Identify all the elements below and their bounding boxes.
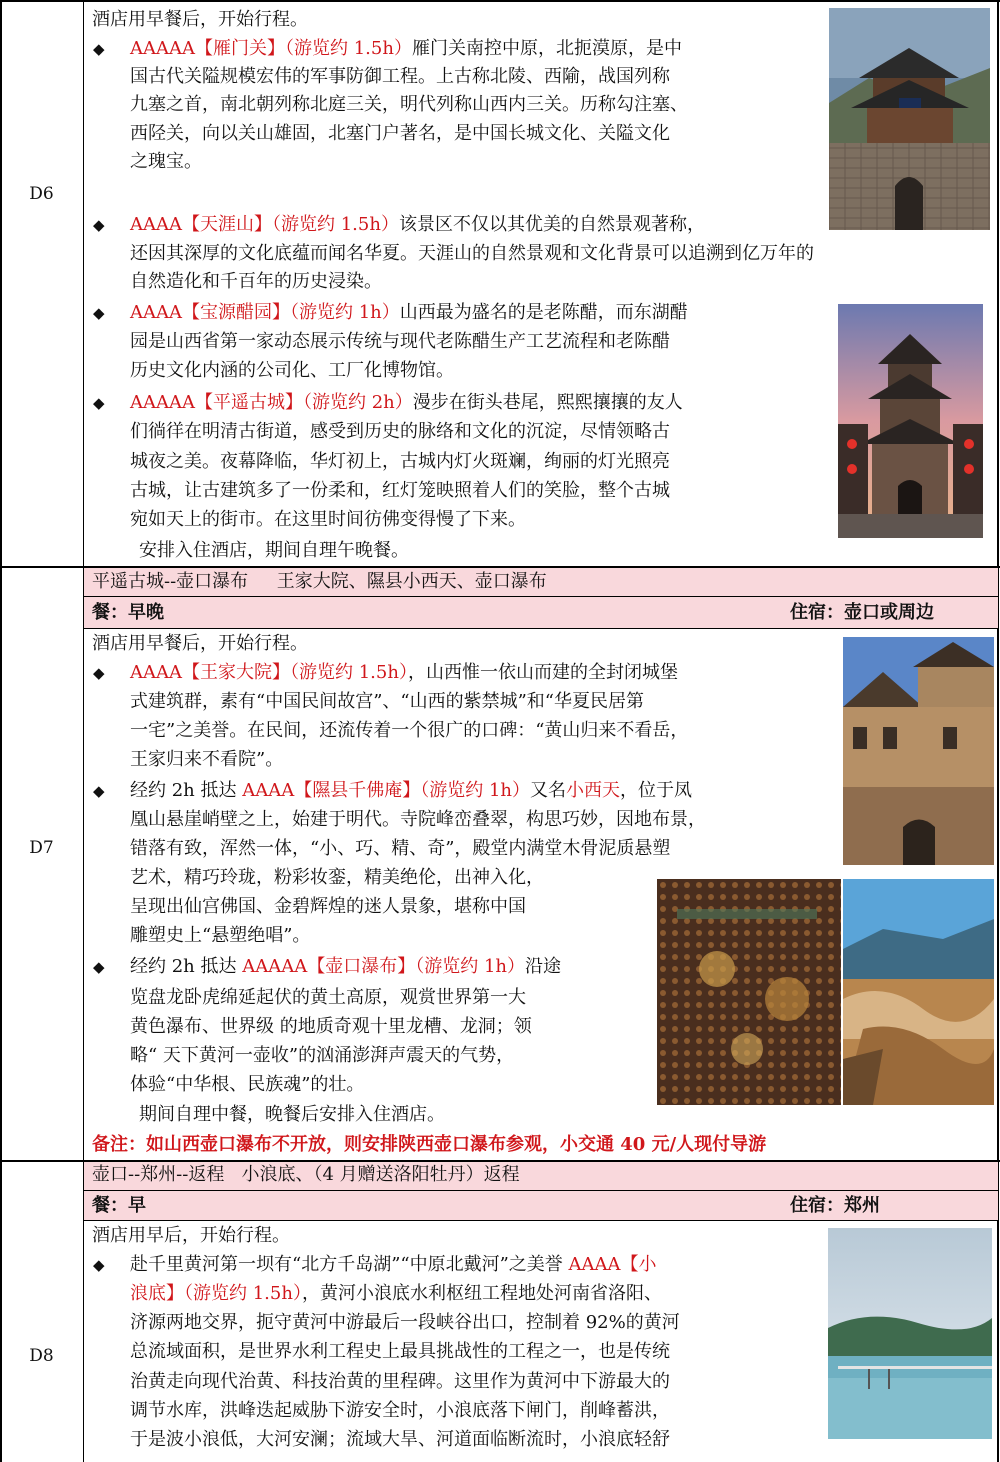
d8-route: 壶口--郑州--返程 小浪底、（4 月赠送洛阳牡丹）返程 <box>92 1164 520 1185</box>
yanmen-line-1 <box>130 35 682 63</box>
baoyuan-rating: AAAA <box>130 302 182 323</box>
d7-lodging: 住宿：壶口或周边 <box>790 602 934 623</box>
d8-meals: 餐：早 <box>92 1195 146 1216</box>
xiaolangdi-rating: AAAA <box>568 1254 621 1275</box>
d8-intro: 酒店用早后，开始行程。 <box>92 1225 290 1246</box>
hukou-text: 沿途 <box>525 956 561 977</box>
wangjia-rating: AAAA <box>130 662 182 683</box>
wangjia-duration: （游览约 1.5h） <box>290 662 408 683</box>
xiaolangdi-name-part1: 【小 <box>620 1254 657 1275</box>
tianya-text: 该景区不仅以其优美的自然景观著称， <box>398 214 705 235</box>
hukou-line-3: 黄色瀑布、世界级 的地质奇观十里龙槽、龙洞；领 <box>130 1016 532 1037</box>
table-border-left <box>0 0 2 1462</box>
bullet-icon: ◆ <box>93 394 105 412</box>
xiaolangdi-line-1 <box>130 1251 657 1279</box>
hukou-name: 【壶口瀑布】 <box>307 956 416 977</box>
wangjia-name: 【王家大院】 <box>182 662 290 683</box>
table-border-top <box>0 0 1000 2</box>
d6-outro: 安排入住酒店，期间自理午晚餐。 <box>139 540 409 561</box>
d8-lodging: 住宿：郑州 <box>790 1195 880 1216</box>
wangjia-courtyard-photo <box>843 637 994 865</box>
yanmen-pass-photo <box>829 8 990 230</box>
d7-outro: 期间自理中餐，晚餐后安排入住酒店。 <box>139 1104 445 1125</box>
wangjia-line-4: 王家归来不看院”。 <box>130 749 284 770</box>
tianya-line-1 <box>130 211 705 239</box>
xiaolangdi-line-4: 总流域面积，是世界水利工程史上最具挑战性的工程之一，也是传统 <box>130 1341 670 1362</box>
d7-route: 平遥古城--壶口瀑布 王家大院、隰县小西天、壶口瀑布 <box>92 571 547 592</box>
d6-intro: 酒店用早餐后，开始行程。 <box>92 9 308 30</box>
bullet-icon: ◆ <box>93 1256 105 1274</box>
tianya-rating: AAAA <box>130 214 182 235</box>
day-column-divider <box>83 0 84 1462</box>
pingyao-line-5: 宛如天上的街市。在这里时间彷佛变得慢了下来。 <box>130 509 526 530</box>
day-label-d6: D6 <box>29 184 54 204</box>
hukou-line-2: 览盘龙卧虎绵延起伏的黄土高原，观赏世界第一大 <box>130 987 526 1008</box>
pingyao-text: 漫步在街头巷尾，熙熙攘攘的友人 <box>412 392 683 413</box>
pingyao-duration: （游览约 2h） <box>303 392 413 413</box>
bullet-icon: ◆ <box>93 782 105 800</box>
bullet-icon: ◆ <box>93 664 105 682</box>
pingyao-line-4: 古城，让古建筑多了一份柔和，红灯笼映照着人们的笑脸，整个古城 <box>130 480 670 501</box>
tianya-line-2: 还因其深厚的文化底蕴而闻名华夏。天涯山的自然景观和文化背景可以追溯到亿万年的 <box>130 243 814 264</box>
qianfo-line-1 <box>130 777 692 805</box>
bullet-icon: ◆ <box>93 304 105 322</box>
hukou-line-1 <box>130 953 561 981</box>
tianya-duration: （游览约 1.5h） <box>272 214 399 235</box>
qianfo-tail: ，位于凤 <box>620 780 692 801</box>
d7-intro: 酒店用早餐后，开始行程。 <box>92 633 308 654</box>
d7-meals: 餐：早晚 <box>92 602 164 623</box>
xiaolangdi-line-2 <box>130 1280 662 1308</box>
yanmen-line-5: 之瑰宝。 <box>130 151 202 172</box>
hukou-duration: （游览约 1h） <box>415 956 525 977</box>
hukou-rating: AAAAA <box>242 956 308 977</box>
yanmen-rating: AAAAA <box>130 38 195 59</box>
yanmen-line-4: 西陉关，向以关山雄固，北塞门户著名，是中国长城文化、关隘文化 <box>130 123 670 144</box>
tianya-line-3: 自然造化和千百年的历史浸染。 <box>130 271 382 292</box>
baoyuan-line-3: 历史文化内涵的公司化、工厂化博物馆。 <box>130 360 454 381</box>
tianya-name: 【天涯山】 <box>182 214 272 235</box>
qianfo-mid: 又名 <box>530 780 566 801</box>
baoyuan-line-1 <box>130 299 688 327</box>
qianfo-line-6: 雕塑史上“悬塑绝唱”。 <box>130 925 311 946</box>
xiaolangdi-text: ，黄河小浪底水利枢纽工程地处河南省洛阳、 <box>301 1283 662 1304</box>
qianfo-line-4: 艺术，精巧玲珑，粉彩妆銮，精美绝伦，出神入化， <box>130 867 544 888</box>
qianfo-line-2: 凰山悬崖峭壁之上，始建于明代。寺院峰峦叠翠，构思巧妙，因地布景， <box>130 809 706 830</box>
qianfo-sculptures-photo <box>657 879 841 1105</box>
yanmen-line-3: 九塞之首，南北朝列称北庭三关，明代列称山西内三关。历称勾注塞、 <box>130 94 688 115</box>
hukou-prefix: 经约 2h 抵达 <box>130 956 243 977</box>
yanmen-duration: （游览约 1.5h） <box>285 38 412 59</box>
bullet-icon: ◆ <box>93 216 105 234</box>
wangjia-text: ，山西惟一依山而建的全封闭城堡 <box>407 662 678 683</box>
wangjia-line-2: 式建筑群，素有“中国民间故宫”、“山西的紫禁城”和“华夏民居第 <box>130 691 645 712</box>
hukou-line-5: 体验“中华根、民族魂”的壮。 <box>130 1074 365 1095</box>
bullet-icon: ◆ <box>93 40 105 58</box>
pingyao-line-3: 城夜之美。夜幕降临，华灯初上，古城内灯火斑斓，绚丽的灯光照亮 <box>130 451 670 472</box>
wangjia-line-3: 一宅”之美誉。在民间，还流传着一个很广的口碑：“黄山归来不看岳， <box>130 720 689 741</box>
qianfo-duration: （游览约 1h） <box>420 780 530 801</box>
qianfo-line-3: 错落有致，浑然一体，“小、巧、精、奇”，殿堂内满堂木骨泥质悬塑 <box>130 838 671 859</box>
pingyao-tower-photo <box>838 304 983 538</box>
yanmen-text: 雁门关南控中原，北扼漠原，是中 <box>411 38 682 59</box>
pingyao-line-2: 们徜徉在明清古街道，感受到历史的脉络和文化的沉淀，尽情领略古 <box>130 421 670 442</box>
yanmen-name: 【雁门关】 <box>195 38 285 59</box>
baoyuan-duration: （游览约 1h） <box>290 302 400 323</box>
xiaolangdi-dam-photo <box>828 1228 992 1439</box>
hukou-waterfall-photo <box>843 879 994 1105</box>
qianfo-alias: 小西天 <box>566 780 620 801</box>
xiaolangdi-name-part2: 浪底】 <box>130 1283 184 1304</box>
pingyao-name: 【平遥古城】 <box>195 392 303 413</box>
xiaolangdi-line-3: 济源两地交界，扼守黄河中游最后一段峡谷出口，控制着 92%的黄河 <box>130 1312 680 1333</box>
pingyao-rating: AAAAA <box>130 392 195 413</box>
qianfo-prefix: 经约 2h 抵达 <box>130 780 243 801</box>
yanmen-line-2: 国古代关隘规模宏伟的军事防御工程。上古称北陵、西隃，战国列称 <box>130 66 670 87</box>
xiaolangdi-duration: （游览约 1.5h） <box>184 1283 302 1304</box>
baoyuan-name: 【宝源醋园】 <box>182 302 290 323</box>
hukou-line-4: 略“ 天下黄河一壶收”的汹涌澎湃声震天的气势， <box>130 1045 515 1066</box>
day-label-d7: D7 <box>29 838 54 858</box>
d7-note: 备注：如山西壶口瀑布不开放，则安排陕西壶口瀑布参观，小交通 40 元/人现付导游 <box>92 1134 767 1155</box>
baoyuan-line-2: 园是山西省第一家动态展示传统与现代老陈醋生产工艺流程和老陈醋 <box>130 331 670 352</box>
bullet-icon: ◆ <box>93 958 105 976</box>
xiaolangdi-prefix: 赴千里黄河第一坝有“北方千岛湖”“中原北戴河”之美誉 <box>130 1254 569 1275</box>
qianfo-name: 【隰县千佛庵】 <box>294 780 421 801</box>
qianfo-rating: AAAA <box>242 780 295 801</box>
pingyao-line-1 <box>130 389 683 417</box>
xiaolangdi-line-5: 治黄走向现代治黄、科技治黄的里程碑。这里作为黄河中下游最大的 <box>130 1371 670 1392</box>
table-border-right <box>997 0 999 1462</box>
baoyuan-text: 山西最为盛名的是老陈醋，而东湖醋 <box>399 302 688 323</box>
xiaolangdi-line-7: 于是波小浪低，大河安澜；流域大旱、河道面临断流时，小浪底轻舒 <box>130 1429 670 1450</box>
xiaolangdi-line-6: 调节水库，洪峰迭起威胁下游安全时，小浪底落下闸门，削峰蓄洪， <box>130 1400 670 1421</box>
wangjia-line-1 <box>130 659 678 687</box>
day-label-d8: D8 <box>29 1346 54 1366</box>
qianfo-line-5: 呈现出仙宫佛国、金碧辉煌的迷人景象，堪称中国 <box>130 896 526 917</box>
